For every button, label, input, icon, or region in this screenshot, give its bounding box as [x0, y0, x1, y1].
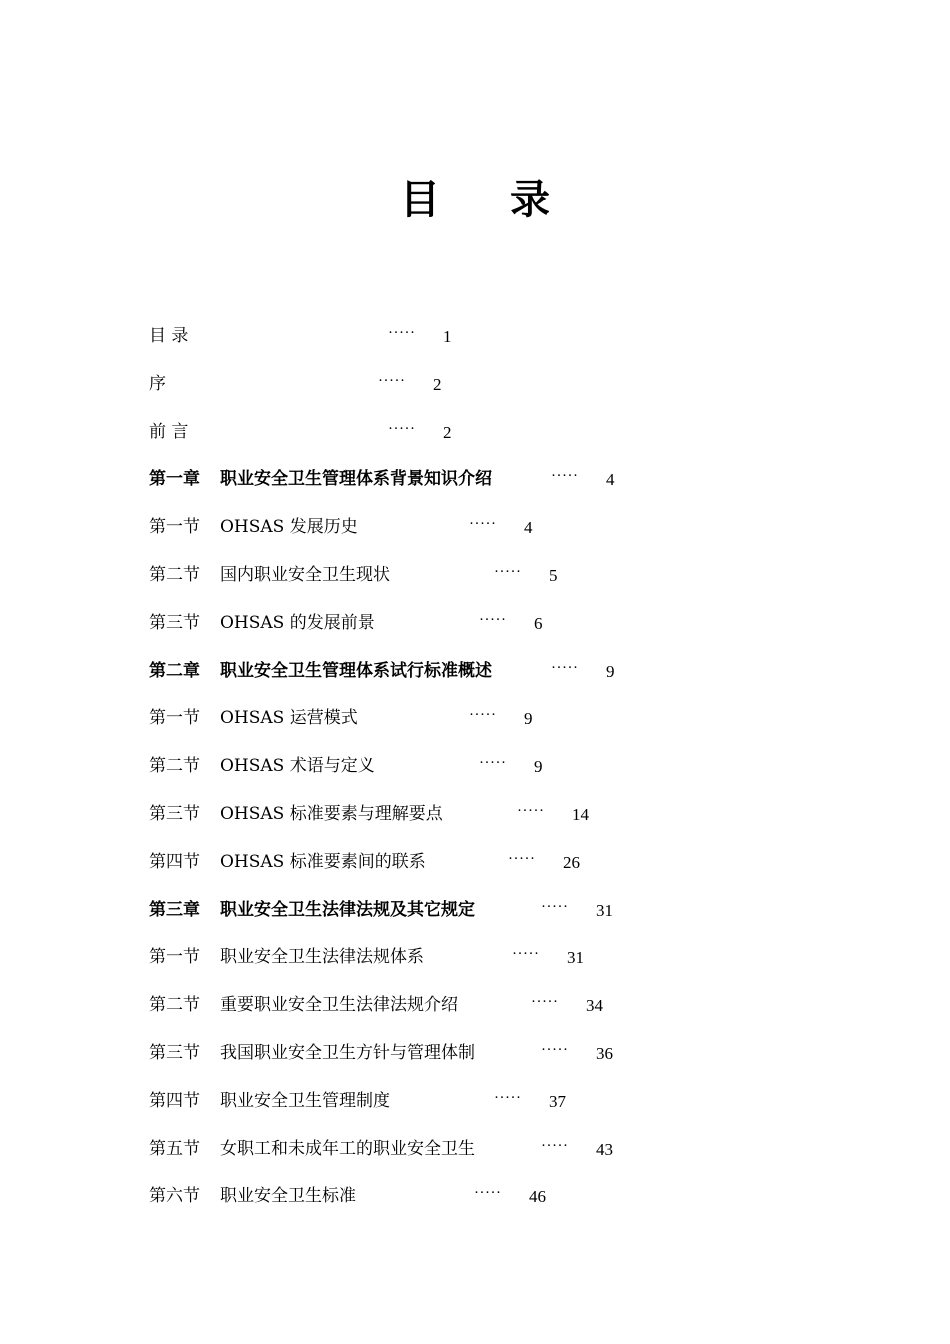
toc-entry-page: 2 [443, 422, 452, 442]
toc-entry-title: 女职工和未成年工的职业安全卫生 [220, 1138, 475, 1159]
toc-entry-label: 序 [149, 373, 166, 394]
toc-entry-leader: ····· [508, 850, 536, 867]
toc-entry-label: 前 言 [149, 421, 189, 442]
toc-entry[interactable] [149, 361, 849, 409]
toc-entry-title: 我国职业安全卫生方针与管理体制 [220, 1042, 475, 1063]
toc-entry-page: 46 [529, 1187, 546, 1207]
toc-entry-page: 4 [524, 518, 533, 538]
toc-entry-leader: ····· [531, 994, 559, 1011]
toc-entry[interactable] [149, 552, 849, 600]
toc-entry-leader: ····· [551, 659, 579, 676]
toc-entry-leader: ····· [474, 1185, 502, 1202]
toc-entry-leader: ····· [494, 563, 522, 580]
toc-entry-title: 重要职业安全卫生法律法规介绍 [220, 995, 458, 1016]
toc-entry-label: 第六节 [149, 1186, 200, 1207]
toc-entry-leader: ····· [479, 611, 507, 628]
toc-entry-page: 9 [534, 757, 543, 777]
toc-entry-leader: ····· [469, 516, 497, 533]
toc-entry-page: 4 [606, 470, 615, 490]
toc-entry-title: OHSAS 标准要素间的联系 [220, 851, 426, 872]
toc-entry-page: 43 [596, 1139, 613, 1159]
toc-entry-title: OHSAS 标准要素与理解要点 [220, 803, 443, 824]
toc-entry-label: 第三章 [149, 899, 200, 920]
toc-entry[interactable] [149, 743, 849, 791]
toc-entry-label: 目 录 [149, 326, 189, 346]
toc-entry[interactable] [149, 504, 849, 552]
toc-entry-page: 37 [549, 1091, 566, 1111]
toc-entry-leader: ····· [512, 946, 540, 963]
toc-entry-title: 职业安全卫生管理制度 [220, 1090, 390, 1111]
toc-entry-label: 第二节 [149, 995, 200, 1016]
page-title: 目 录 [400, 176, 578, 223]
toc-entry-title: OHSAS 运营模式 [220, 708, 358, 729]
toc-entry-leader: ····· [378, 372, 406, 389]
toc-entry-title: 职业安全卫生管理体系背景知识介绍 [220, 469, 492, 490]
toc-chapter[interactable] [149, 648, 849, 696]
toc-entry[interactable] [149, 600, 849, 648]
toc-entry[interactable] [149, 839, 849, 887]
toc-entry-label: 第二章 [149, 660, 200, 681]
toc-chapter[interactable] [149, 456, 849, 504]
toc-entry-title: OHSAS 的发展前景 [220, 612, 375, 633]
toc-entry[interactable] [149, 1030, 849, 1078]
toc-entry-leader: ····· [541, 898, 569, 915]
toc-entry-page: 6 [534, 613, 543, 633]
toc-entry-title: 职业安全卫生法律法规体系 [220, 947, 424, 968]
toc-entry-label: 第三节 [149, 803, 200, 824]
toc-entry[interactable] [149, 1126, 849, 1174]
toc-entry-title: OHSAS 发展历史 [220, 517, 358, 538]
toc-entry-label: 第一节 [149, 517, 200, 538]
toc-entry[interactable] [149, 934, 849, 982]
toc-entry[interactable] [149, 1078, 849, 1126]
toc-entry-page: 5 [549, 565, 558, 585]
toc-entry-label: 第一节 [149, 947, 200, 968]
toc-entry-label: 第四节 [149, 1090, 200, 1111]
toc-entry-title: 职业安全卫生管理体系试行标准概述 [220, 660, 492, 681]
toc-entry[interactable] [149, 1173, 849, 1221]
toc-entry-page: 36 [596, 1043, 613, 1063]
toc-entry-title: 国内职业安全卫生现状 [220, 564, 390, 585]
toc-chapter[interactable] [149, 887, 849, 935]
toc-entry[interactable] [149, 982, 849, 1030]
toc-entry-label: 第一章 [149, 469, 200, 490]
toc-entry-page: 2 [433, 374, 442, 394]
toc-entry-leader: ····· [551, 468, 579, 485]
toc-entry-page: 34 [586, 996, 603, 1016]
toc-entry-page: 31 [596, 900, 613, 920]
toc-entry-leader: ····· [469, 707, 497, 724]
toc-entry-page: 1 [443, 327, 452, 346]
toc-entry-label: 第二节 [149, 756, 200, 777]
toc-entry[interactable] [149, 409, 849, 457]
toc-entry[interactable] [149, 791, 849, 839]
toc-entry-label: 第三节 [149, 1042, 200, 1063]
toc-entry-leader: ····· [541, 1137, 569, 1154]
toc-entry-title: 职业安全卫生法律法规及其它规定 [220, 899, 475, 920]
toc-entry-title: 职业安全卫生标准 [220, 1186, 356, 1207]
toc-entry-page: 9 [524, 709, 533, 729]
table-of-contents [149, 313, 849, 1221]
toc-entry-leader: ····· [388, 420, 416, 437]
toc-entry-label: 第四节 [149, 851, 200, 872]
toc-entry-label: 第一节 [149, 708, 200, 729]
toc-entry-page: 9 [606, 661, 615, 681]
toc-entry-leader: ····· [541, 1041, 569, 1058]
toc-entry-leader: ····· [479, 755, 507, 772]
toc-entry-page: 14 [572, 804, 589, 824]
toc-entry-page: 26 [563, 852, 580, 872]
toc-entry-leader: ····· [517, 802, 545, 819]
toc-entry-leader: ····· [388, 325, 416, 341]
toc-entry-label: 第三节 [149, 612, 200, 633]
toc-entry[interactable] [149, 313, 849, 361]
toc-entry-leader: ····· [494, 1089, 522, 1106]
toc-entry-label: 第五节 [149, 1138, 200, 1159]
toc-entry-label: 第二节 [149, 564, 200, 585]
toc-entry[interactable] [149, 695, 849, 743]
toc-entry-title: OHSAS 术语与定义 [220, 756, 375, 777]
toc-entry-page: 31 [567, 948, 584, 968]
